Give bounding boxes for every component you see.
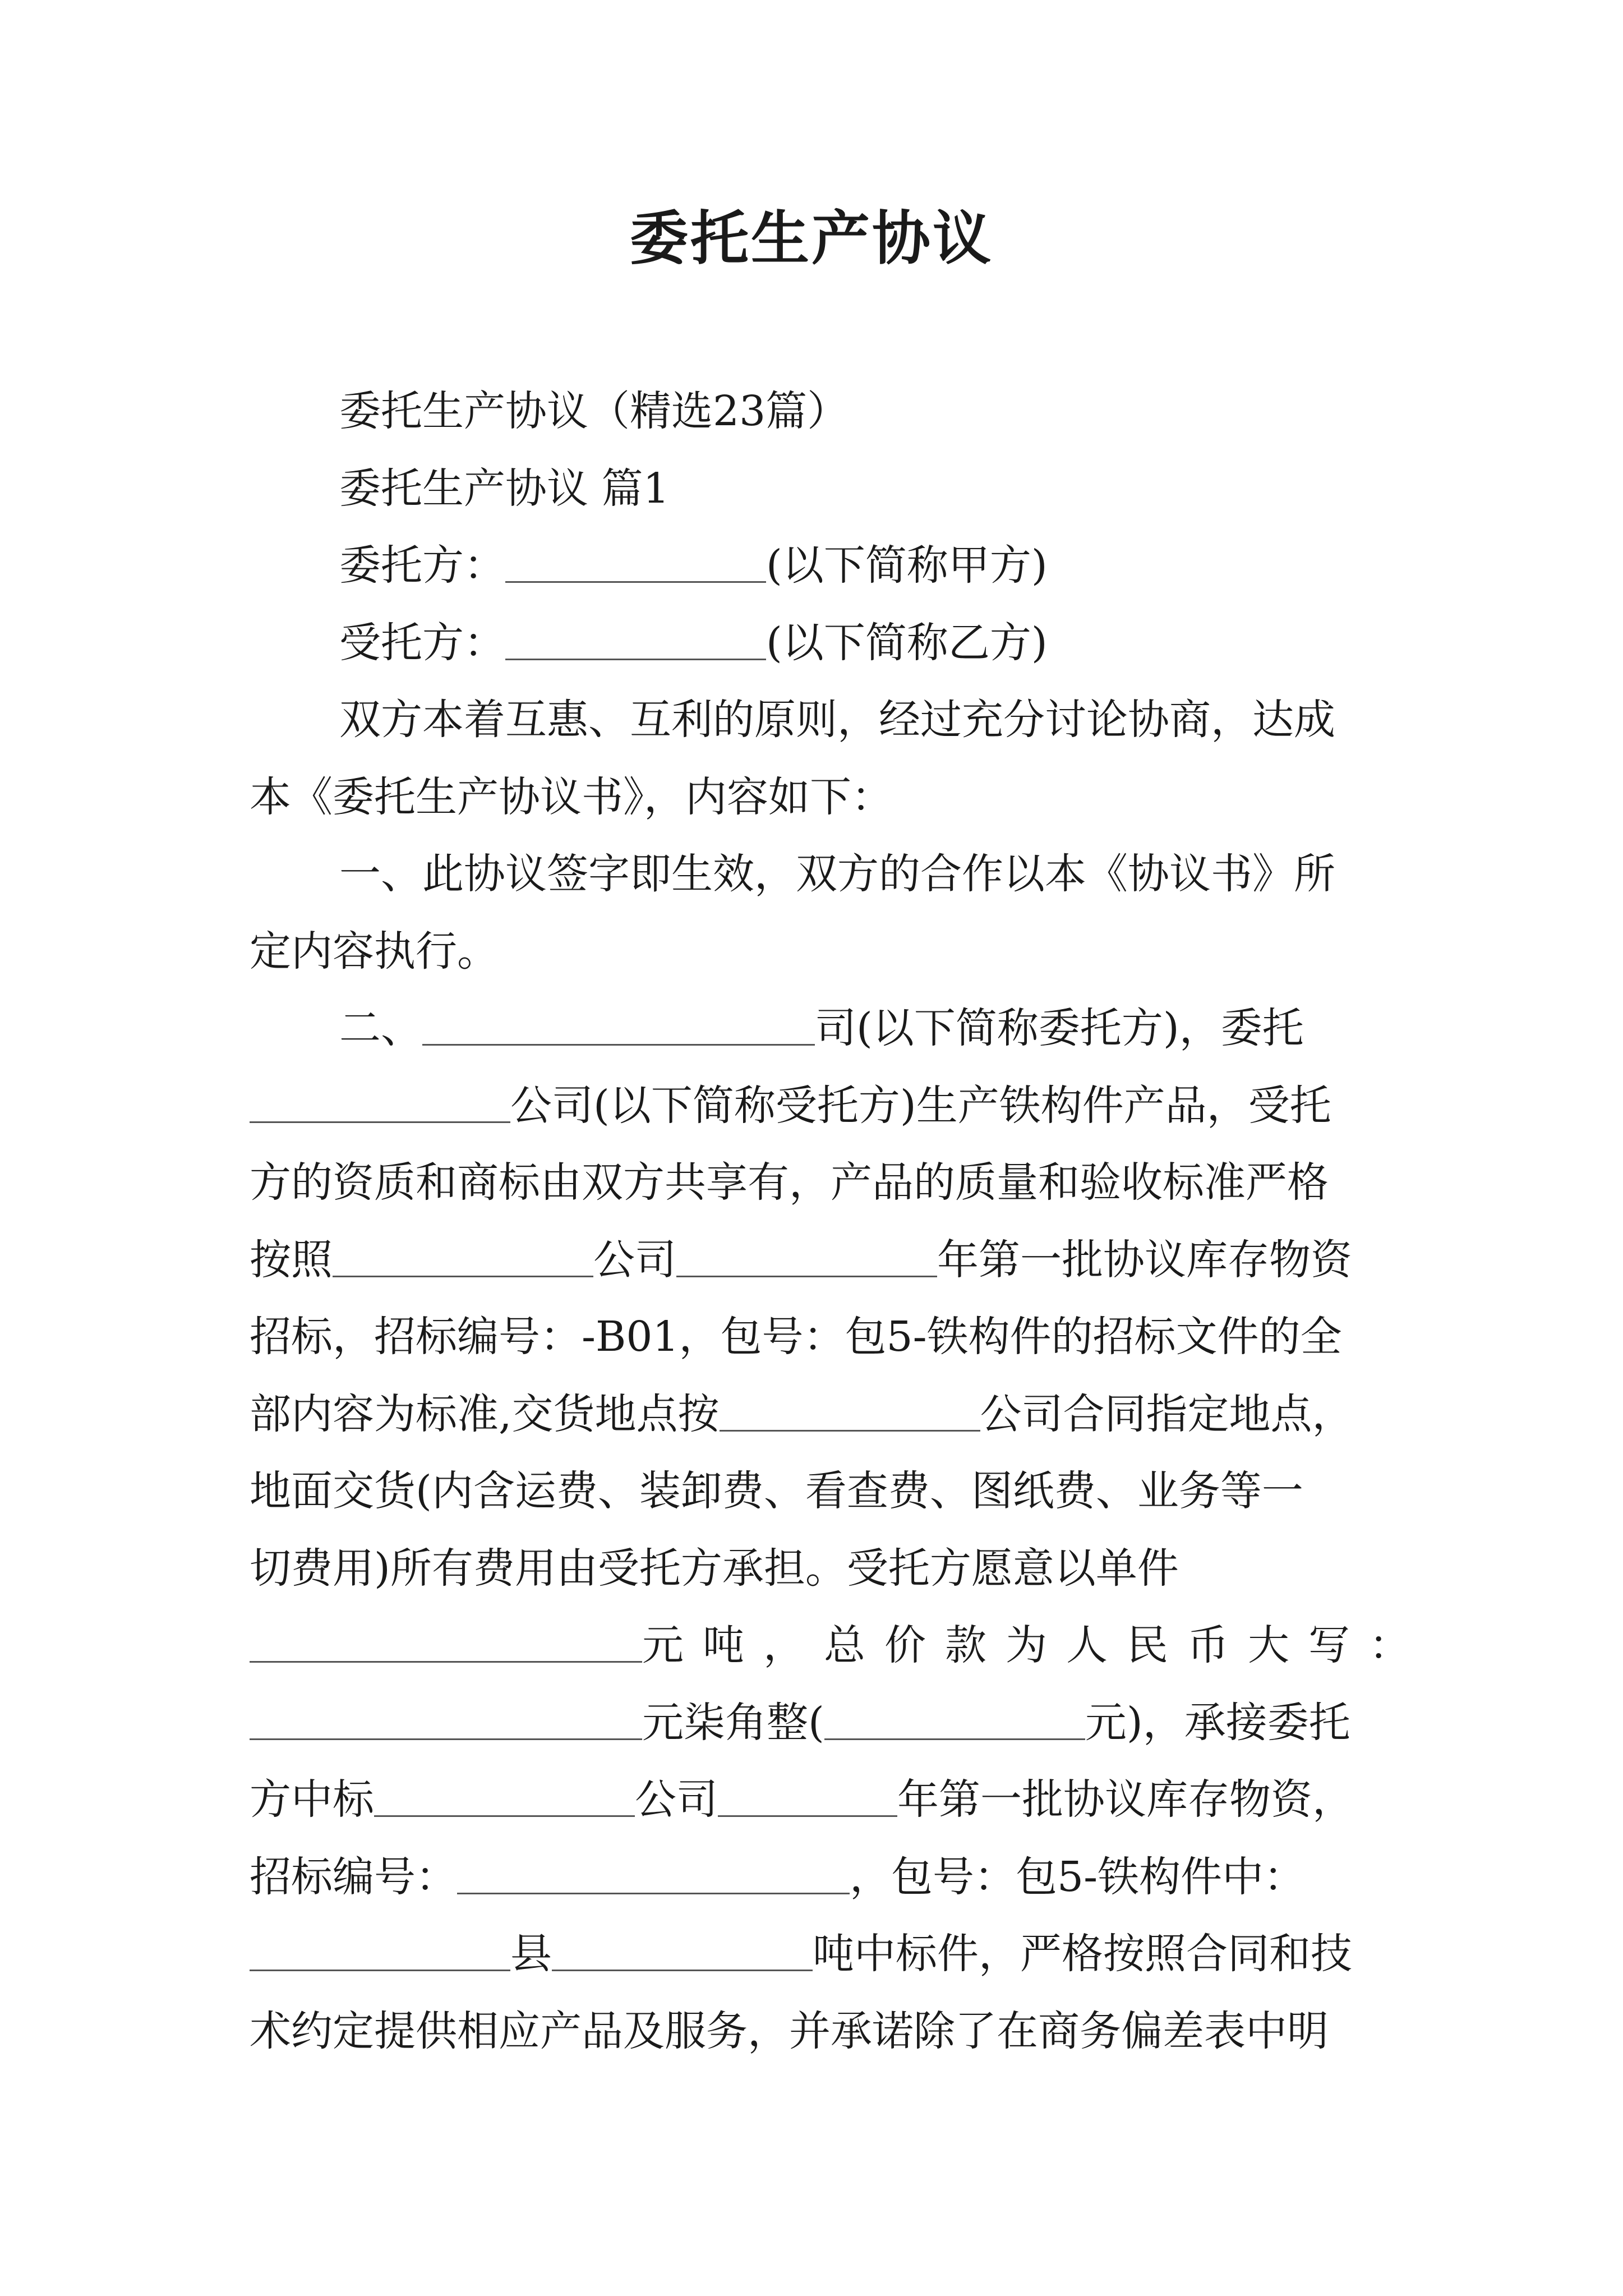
amount-figure-blank — [824, 1699, 1085, 1740]
document-title: 委托生产协议 — [629, 204, 993, 273]
line-text: 元柒角整( — [642, 1698, 824, 1747]
company-blank — [422, 1005, 815, 1046]
line-text: 公司 — [593, 1235, 676, 1284]
line-text: 公司 — [635, 1775, 718, 1824]
unit-price-blank — [250, 1622, 642, 1663]
paragraph-line: 委托生产协议 篇1 — [339, 464, 670, 513]
paragraph-line: 切费用)所有费用由受托方承担。受托方愿意以单件 — [250, 1544, 1179, 1593]
client-party-line — [250, 527, 1388, 605]
line-text: 元吨，总价款为人民币大写： — [642, 1621, 1430, 1669]
line-text: 方中标 — [250, 1775, 374, 1824]
year-blank — [718, 1776, 897, 1817]
paragraph-line: 地面交货(内含运费、装卸费、看查费、图纸费、业务等一 — [250, 1467, 1303, 1515]
client-name-blank — [505, 542, 766, 583]
paragraph-line: 招标，招标编号：-B01，包号：包5-铁构件的招标文件的全 — [250, 1313, 1342, 1361]
paragraph-line: 术约定提供相应产品及服务，并承诺除了在商务偏差表中明 — [250, 2007, 1329, 2055]
line-text: 县 — [510, 1930, 552, 1978]
paragraph-line: 双方本着互惠、互利的原则，经过充分讨论协商，达成 — [339, 696, 1335, 744]
contractor-name-blank — [505, 619, 766, 660]
year-blank — [676, 1236, 937, 1277]
line-text: ，包号：包5-铁构件中： — [850, 1852, 1306, 1901]
paragraph-line — [250, 1376, 1388, 1453]
contractor-party-line — [250, 605, 1388, 682]
company-blank — [374, 1776, 635, 1817]
document-body — [250, 373, 1430, 2070]
county-blank — [250, 1930, 510, 1971]
paragraph-line: 定内容执行。 — [250, 927, 499, 976]
paragraph-line: 一、此协议签字即生效，双方的合作以本《协议书》所 — [339, 850, 1335, 898]
paragraph-line — [250, 1222, 1388, 1299]
company-blank — [250, 1082, 510, 1123]
paragraph-line — [250, 1916, 1388, 1993]
tonnage-blank — [552, 1930, 813, 1971]
paragraph-line — [250, 1761, 1388, 1839]
paragraph-line — [250, 1839, 1388, 1916]
line-text: 部内容为标准,交货地点按 — [250, 1389, 720, 1438]
line-text: 元)，承接委托 — [1085, 1698, 1350, 1747]
contractor-alias: (以下简称乙方) — [766, 618, 1048, 667]
paragraph-line: 方的资质和商标由双方共享有，产品的质量和验收标准严格 — [250, 1158, 1329, 1207]
line-text: 司(以下简称委托方)，委托 — [815, 1004, 1304, 1052]
paragraph-line — [250, 1685, 1388, 1762]
client-alias: (以下简称甲方) — [766, 541, 1048, 590]
paragraph-line — [250, 990, 1388, 1068]
line-text: 吨中标件，严格按照合同和技 — [813, 1930, 1352, 1978]
bid-number-blank — [457, 1853, 850, 1894]
line-text: 年第一批协议库存物资， — [897, 1775, 1354, 1824]
total-amount-blank — [250, 1699, 642, 1740]
company-blank — [333, 1236, 593, 1277]
line-text: 公司合同指定地点， — [980, 1389, 1354, 1438]
contractor-label: 受托方： — [339, 618, 505, 667]
line-text: 年第一批协议库存物资 — [937, 1235, 1352, 1284]
paragraph-line — [250, 1068, 1388, 1145]
paragraph-line: 委托生产协议（精选23篇） — [339, 387, 849, 435]
company-blank — [720, 1391, 980, 1432]
client-label: 委托方： — [339, 541, 505, 590]
paragraph-line: 本《委托生产协议书》，内容如下： — [250, 772, 893, 821]
line-text: 按照 — [250, 1235, 333, 1284]
clause-number: 二、 — [339, 1004, 422, 1052]
line-text: 招标编号： — [250, 1852, 457, 1901]
paragraph-line — [250, 1607, 1430, 1685]
line-text: 公司(以下简称受托方)生产铁构件产品，受托 — [510, 1081, 1331, 1130]
